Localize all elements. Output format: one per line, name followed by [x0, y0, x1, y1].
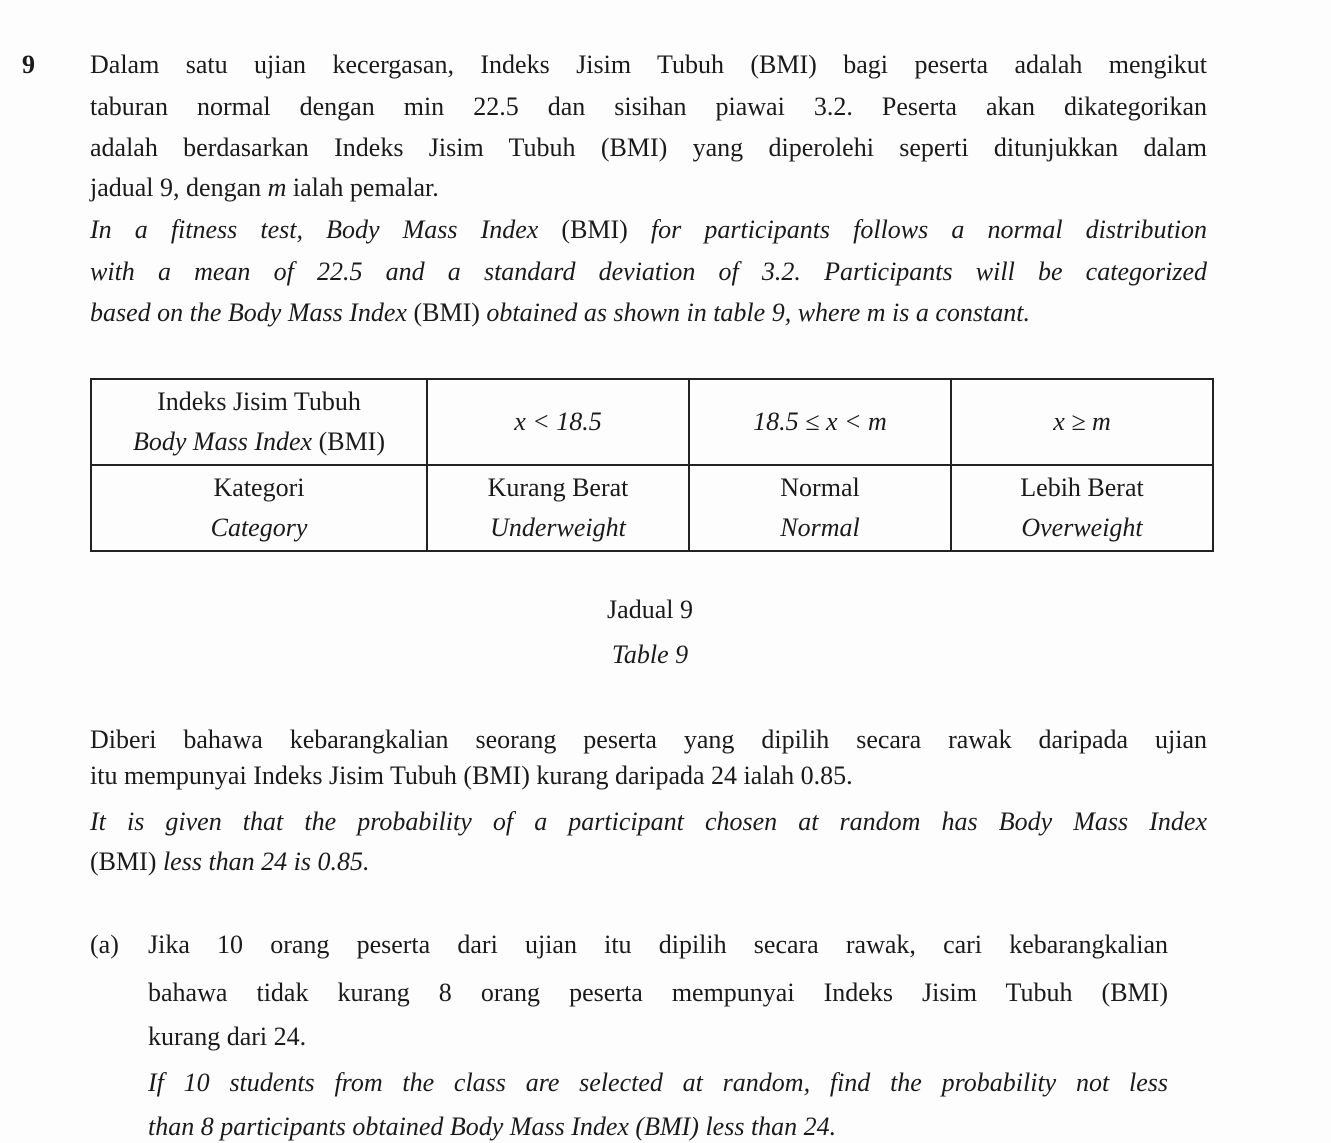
range-cell: x < 18.5 [427, 379, 689, 465]
text: jadual 9, dengan [90, 173, 268, 202]
part-a-english-line: than 8 participants obtained Body Mass Index (BMI) less than 24. [148, 1112, 837, 1141]
table-row [91, 465, 1213, 551]
text: (BMI) [561, 215, 628, 244]
table-caption-malay: Jadual 9 [607, 595, 693, 624]
malay-intro-line [90, 172, 1207, 204]
text: based on the Body Mass Index [90, 298, 414, 327]
malay-intro-line: adalah berdasarkan Indeks Jisim Tubuh (BMI) yang diperolehi seperti ditunjukkan dalam [90, 133, 1207, 162]
text: Underweight [490, 513, 626, 542]
text: ialah pemalar. [286, 173, 439, 202]
text: Category [210, 513, 308, 542]
text: (BMI) [318, 427, 385, 456]
text: Kategori [213, 473, 305, 502]
question-number: 9 [22, 50, 35, 79]
range-cell: x ≥ m [951, 379, 1213, 465]
english-intro-line [90, 297, 1207, 329]
range-cell: 18.5 ≤ x < m [689, 379, 951, 465]
category-cell [689, 465, 951, 551]
text: Body Mass Index [133, 427, 319, 456]
given-english-line [90, 846, 1207, 878]
text: for participants follows a normal distribution [627, 215, 1208, 244]
english-intro-line: with a mean of 22.5 and a standard deviation of 3.2. Participants will be categorized [90, 257, 1207, 286]
text: less than 24 is 0.85. [156, 847, 370, 876]
table-caption-english: Table 9 [611, 640, 689, 669]
text: Normal [780, 473, 860, 502]
text: obtained as shown in table 9, where m is a constant. [479, 298, 1030, 327]
part-a-malay-line: Jika 10 orang peserta dari ujian itu dipilih secara rawak, cari kebarangkalian [148, 930, 1168, 959]
header-english [98, 422, 420, 462]
constant-m: m [267, 173, 287, 202]
text: Kurang Berat [487, 473, 629, 502]
text: (BMI) [90, 847, 157, 876]
table-row [91, 379, 1213, 465]
malay-intro-line: Dalam satu ujian kecergasan, Indeks Jisim Tubuh (BMI) bagi peserta adalah mengikut [90, 50, 1207, 79]
given-malay-line: itu mempunyai Indeks Jisim Tubuh (BMI) kurang daripada 24 ialah 0.85. [90, 761, 853, 790]
category-cell [427, 465, 689, 551]
header-malay: Indeks Jisim Tubuh [157, 387, 361, 416]
given-english-line: It is given that the probability of a participant chosen at random has Body Mass Index [90, 807, 1207, 836]
category-cell [951, 465, 1213, 551]
text: Overweight [1021, 513, 1143, 542]
bmi-table [90, 378, 1214, 552]
text: In a fitness test, Body Mass Index [90, 215, 562, 244]
text: Normal [780, 513, 860, 542]
given-malay-line: Diberi bahawa kebarangkalian seorang peserta yang dipilih secara rawak daripada ujian [90, 725, 1207, 754]
part-a-label: (a) [90, 930, 119, 959]
malay-intro-line: taburan normal dengan min 22.5 dan sisihan piawai 3.2. Peserta akan dikategorikan [90, 92, 1207, 121]
text: Lebih Berat [1020, 473, 1144, 502]
table-header-bmi [91, 379, 427, 465]
part-a-english-line: If 10 students from the class are selected at random, find the probability not less [148, 1068, 1168, 1097]
text: (BMI) [413, 298, 480, 327]
category-label-cell [91, 465, 427, 551]
english-intro-line [90, 214, 1207, 246]
part-a-malay-line: bahawa tidak kurang 8 orang peserta mempunyai Indeks Jisim Tubuh (BMI) [148, 978, 1168, 1007]
part-a-malay-line: kurang dari 24. [148, 1022, 307, 1051]
